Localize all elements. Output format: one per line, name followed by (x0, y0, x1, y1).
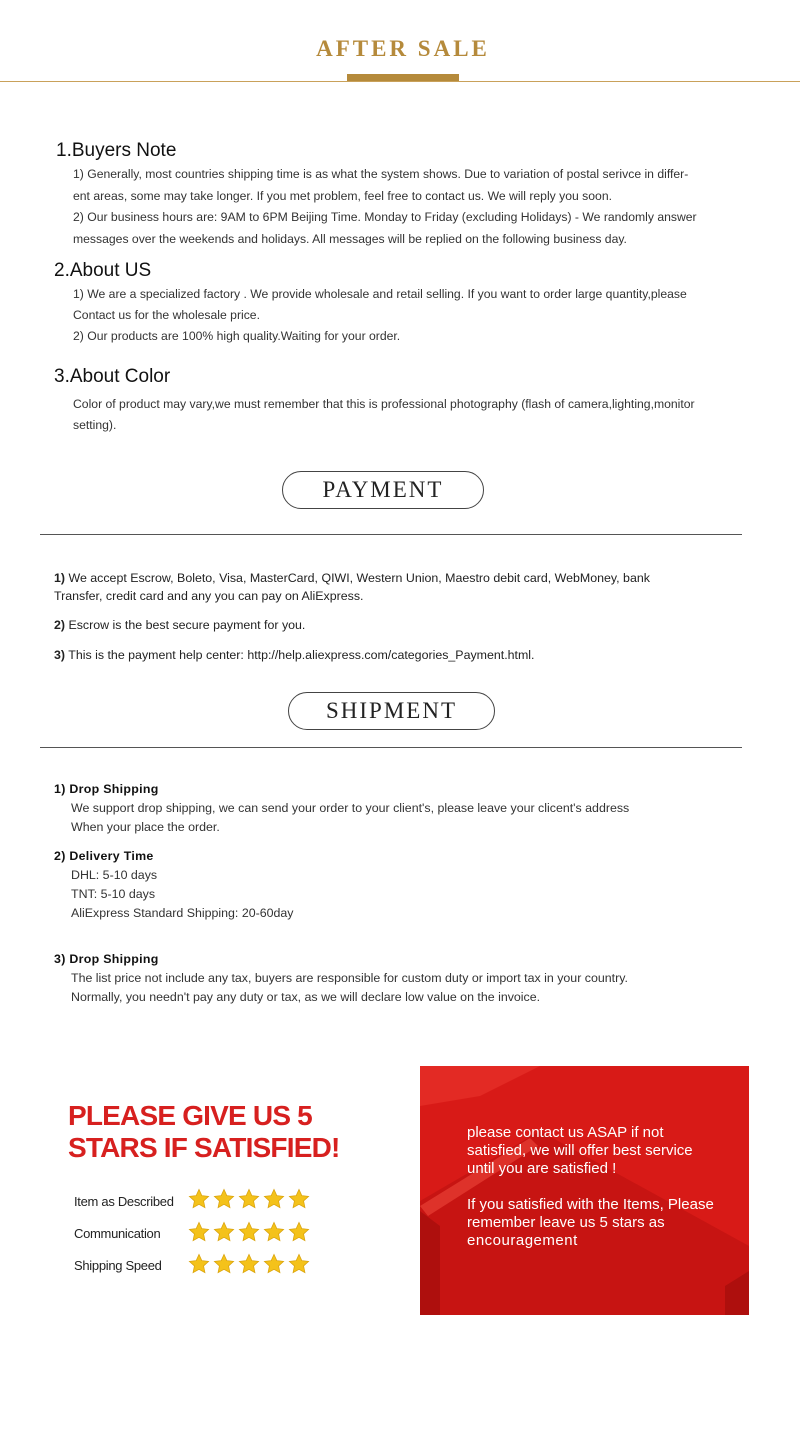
star-icon (263, 1253, 285, 1275)
shipment-item-text: We support drop shipping, we can send your order to your client's, please leave your clicent's address (71, 801, 630, 815)
payment-title-pill: PAYMENT (282, 471, 484, 509)
star-icon (213, 1188, 235, 1210)
star-icon (188, 1253, 210, 1275)
payment-item-text: We accept Escrow, Boleto, Visa, MasterCard, QIWI, Western Union, Maestro debit card, WebMoney, bank (65, 571, 650, 585)
star-icon (263, 1188, 285, 1210)
rating-stars-communication (188, 1221, 310, 1243)
payment-item-text: Escrow is the best secure payment for you. (65, 618, 306, 632)
shipment-item-text: The list price not include any tax, buyers are responsible for custom duty or import tax in your country. (71, 971, 628, 985)
star-icon (238, 1188, 260, 1210)
gift-box-graphic (420, 1066, 749, 1315)
shipment-item-text: DHL: 5-10 days (71, 868, 158, 882)
rating-label-shipping-speed: Shipping Speed (74, 1258, 162, 1273)
star-icon (238, 1253, 260, 1275)
rating-label-communication: Communication (74, 1226, 161, 1241)
shipment-divider (40, 747, 742, 748)
five-stars-headline (68, 1100, 398, 1164)
star-icon (288, 1253, 310, 1275)
section-text-line: Contact us for the wholesale price. (73, 308, 260, 322)
star-icon (288, 1188, 310, 1210)
shipment-item-text: TNT: 5-10 days (71, 887, 156, 901)
after-sale-underline-bar (347, 74, 459, 81)
shipment-title-pill: SHIPMENT (288, 692, 495, 730)
rating-stars-shipping-speed (188, 1253, 310, 1275)
after-sale-title: AFTER SALE (316, 36, 490, 61)
star-icon (288, 1221, 310, 1243)
section-text-line: 2) Our products are 100% high quality.Waiting for your order. (73, 329, 401, 343)
section-text-line: messages over the weekends and holidays. All messages will be replied on the following business day. (73, 232, 627, 246)
rating-stars-item-as-described (188, 1188, 310, 1210)
payment-item-number: 3) (54, 648, 66, 662)
box-text-line: until you are satisfied ! (467, 1160, 617, 1177)
section-heading-about-us: 2.About US (54, 260, 152, 281)
star-icon (263, 1221, 285, 1243)
rating-label-item-as-described: Item as Described (74, 1194, 174, 1209)
box-text-line: remember leave us 5 stars as (467, 1214, 665, 1231)
section-text-line: 1) We are a specialized factory . We provide wholesale and retail selling. If you want to order large quantity,please (73, 287, 687, 301)
shipment-item-text: When your place the order. (71, 820, 220, 834)
box-text-line: encouragement (467, 1232, 578, 1249)
section-text-line: 1) Generally, most countries shipping time is as what the system shows. Due to variation of postal serivce in differ- (73, 167, 689, 181)
star-icon (238, 1221, 260, 1243)
payment-divider (40, 534, 742, 535)
section-heading-buyers-note: 1.Buyers Note (56, 140, 177, 161)
section-text-line: 2) Our business hours are: 9AM to 6PM Beijing Time. Monday to Friday (excluding Holidays) - We randomly answer (73, 210, 697, 224)
after-sale-divider (0, 81, 800, 82)
headline-line: PLEASE GIVE US 5 (68, 1100, 312, 1131)
section-text-line: ent areas, some may take longer. If you met problem, feel free to contact us. We will reply you soon. (73, 189, 612, 203)
box-text-line: If you satisfied with the Items, Please (467, 1196, 714, 1213)
star-icon (213, 1221, 235, 1243)
payment-item-number: 1) (54, 571, 66, 585)
red-gift-box-panel (420, 1066, 749, 1315)
payment-item-continuation: Transfer, credit card and any you can pay on AliExpress. (54, 589, 364, 603)
shipment-item-heading: 1) Drop Shipping (54, 782, 159, 796)
box-text-line: satisfied, we will offer best service (467, 1142, 693, 1159)
section-text-line: setting). (73, 418, 117, 432)
shipment-item-text: AliExpress Standard Shipping: 20-60day (71, 906, 294, 920)
payment-item (54, 648, 535, 662)
star-icon (213, 1253, 235, 1275)
shipment-item-heading: 2) Delivery Time (54, 849, 154, 863)
section-text-line: Color of product may vary,we must remember that this is professional photography (flash of camera,lighting,monitor (73, 397, 695, 411)
payment-help-link[interactable]: This is the payment help center: http://help.aliexpress.com/categories_Payment.html. (65, 648, 535, 662)
headline-line: STARS IF SATISFIED! (68, 1132, 340, 1163)
shipment-item-text: Normally, you needn't pay any duty or tax, as we will declare low value on the invoice. (71, 990, 541, 1004)
box-text-line: please contact us ASAP if not (467, 1124, 664, 1141)
star-icon (188, 1188, 210, 1210)
payment-item (54, 571, 650, 585)
payment-item-number: 2) (54, 618, 66, 632)
section-heading-about-color: 3.About Color (54, 366, 171, 387)
shipment-item-heading: 3) Drop Shipping (54, 952, 159, 966)
star-icon (188, 1221, 210, 1243)
payment-item (54, 618, 305, 632)
